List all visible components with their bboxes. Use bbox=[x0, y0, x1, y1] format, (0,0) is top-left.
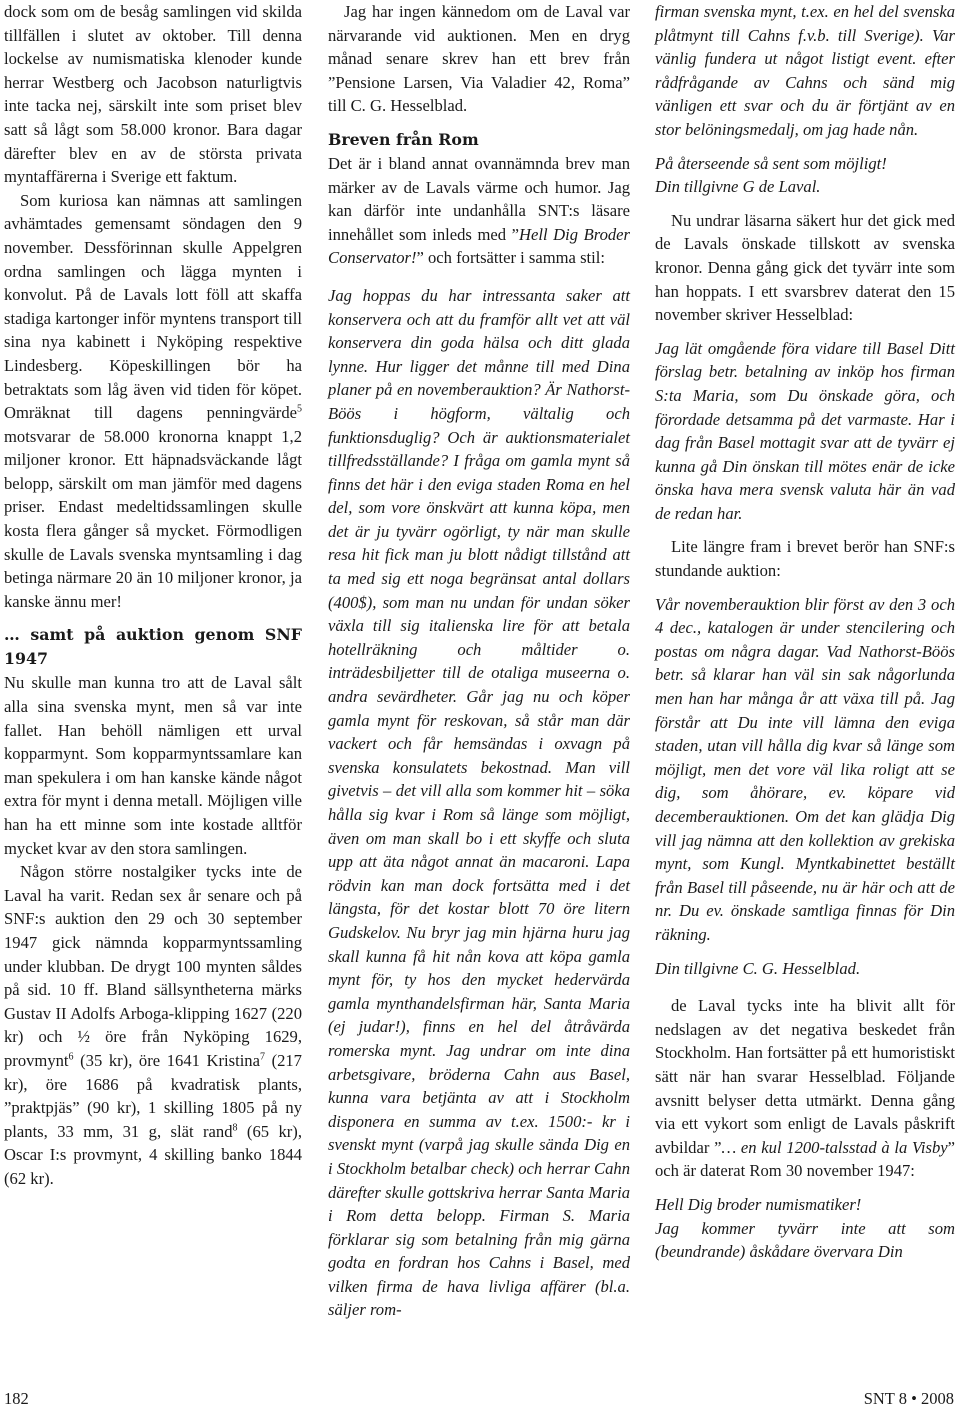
footnote-ref-5: 5 bbox=[297, 403, 302, 415]
journal-issue: SNT 8 • 2008 bbox=[863, 1389, 954, 1408]
letter-quote: Jag hoppas du har intressanta saker att konservera och att du framför allt vet att väl konservera din goda hälsa och ditt glada lynne. Hur ligger det månne till med Dina planer på en novemberauktion? Är Nathorst-Böös i högform, vältalig och funktionsduglig? Och är auktionsmaterialet tillfredsställande? I fråga om gamla mynt så finns det här i den eviga staden Roma en hel del, som vore önskvärt att kunna köpa, men det är ju tyvärr ogörligt, ty när man skulle resa hit fick man ju blott nådigt tillstånd att ta med sig ett noga begränsat antal dollars (400$), som man nu undan för undan söker växla till sig italienska lire för att betala hotellräkning och måltider o. inträdesbiljetter till de otaliga museerna o. andra sevärdheter. Går jag nu och köper gamla mynt för reskovan, så står man där vackert och får hemsändas i oxvagn på svenska konsulatets bekostnad. Man vill givetvis – det vill alla som kommer hit – söka hålla sig kvar i Rom så länge som möjligt, även om man skall bo i ett skyffe och sluta upp att äta något annat än macaroni. Lapa rödvin kan man dock fortsätta med i det längsta, för det kostar blott 70 öre litern Gudskelov. Nu bryr jag min hjärna huru jag skall kunna få hit nån kova att köpa gamla mynt för, ty hos den mycket hedervärda gamla mynthandelsfirman här, Santa Maria (ej judar!), finns en hel del åtråvärda romerska mynt. Jag undrar om inte dina arbetsgivare, bröderna Cahn aus Basel, kunna vara betjänta av att i Stockholm disponera en summa av t.ex. 1500:- kr i svenskt mynt (varpå jag skulle sända Dig en i Stockholm betalbar check) och herrar Cahn därefter skulle gottskriva herrar Santa Maria i Rom detta belopp. Firman S. Maria förklarar sig som betalning från mig gärna godta en fordran hos Cahns i Basel, med vilken firma de hava livliga affärer (bl.a. säljer rom- bbox=[328, 285, 630, 1320]
text-run: Det är i bland annat ovannämnda brev man märker av de Lavals värme och humor. Jag kan därför inte undanhålla SNT:s läsare innehållet som inleds med ” bbox=[328, 153, 630, 244]
text-run: de Laval tycks inte ha blivit allt för nedslagen av det negativa beskedet från Stockholm. Han fortsätter på ett humoristiskt sätt när han svarar Hesselblad. Följande avsnitt belyser detta utmärkt. Denna gång via ett vykort som enligt de Lavals påskrift avbildar ” bbox=[655, 996, 955, 1157]
article-column-3 bbox=[655, 0, 955, 1264]
footnote-ref-8: 8 bbox=[232, 1122, 238, 1134]
footnote-ref-7: 7 bbox=[259, 1051, 265, 1063]
letter-quote: firman svenska mynt, t.ex. en hel del svenska plåtmynt till Cahns f.v.b. till Sverige). Var vänlig fundera ut något listigt event. efter rådfrågande av Cahns och sänd mig vänligen ett svar och du är förtjänt av en stor belöningsmedalj, om jag hade nån. bbox=[655, 2, 955, 139]
text-run: Någon större nostalgiker tycks inte de Laval ha varit. Redan sex år senare och på SNF:s auktion den 29 och 30 september 1947 gick nämnda kopparmyntssamling under klubban. De drygt 100 mynten såldes på sid. 10 ff. Bland sällsyntheterna märks Gustav II Adolfs Arboga-klipping 1627 (220 kr) och ½ öre från Nyköping 1629, provmynt bbox=[4, 862, 302, 1070]
letter-signature: Din tillgivne G de Laval. bbox=[655, 177, 821, 197]
text-run: (65 kr), Oscar I:s provmynt, 4 skilling banko 1844 (62 kr). bbox=[4, 1121, 302, 1188]
text-run: Som kuriosa kan nämnas att samlingen avhämtades gemensamt söndagen den 9 november. Dessförinnan skulle Appelgren ordna samlingen och lägga mynten i konvolut. På de Lavals lott föll att skaffa stadiga kartonger inför myntens transport till sina nya kabinett i Nyköping respektive Lindesberg. Köpeskillingen bör ha betraktats som låg även vid tiden för köpet. Omräknat till dagens penningvärde bbox=[4, 190, 302, 423]
letter-signature: Din tillgivne C. G. Hesselblad. bbox=[655, 958, 861, 978]
text-run: (35 kr), öre 1641 Kristina bbox=[73, 1050, 260, 1070]
paragraph bbox=[328, 152, 630, 270]
text-run: (217 kr), öre 1686 på kvadratisk plants, ”praktpjäs” (90 kr), 1 skilling 1805 på ny plants, 33 mm, 31 g, slät rand bbox=[4, 1050, 302, 1141]
text-run: ” och fortsätter i samma stil: bbox=[416, 248, 605, 268]
article-column-2 bbox=[328, 0, 630, 1322]
paragraph: dock som om de besåg samlingen vid skilda tillfällen i slutet av oktober. Till denna lockelse av numismatiska klenoder kunde herrar Westberg och Jacobson naturligtvis inte tacka nej, särskilt inte som priset blev satt så lågt som 58.000 kronor. Bara dagar därefter blev en av de största privata myntaffärerna i Sverige ett faktum. bbox=[4, 2, 302, 187]
page-number: 182 bbox=[4, 1389, 29, 1408]
section-heading-auction-1947: … samt på auktion genom SNF 1947 bbox=[4, 625, 302, 669]
text-run: ” och är daterat Rom 30 november 1947: bbox=[655, 1137, 955, 1181]
postcard-greeting: Hell Dig broder numismatiker! bbox=[655, 1194, 862, 1214]
paragraph: Lite längre fram i brevet berör han SNF:s stundande auktion: bbox=[655, 537, 955, 581]
letter-quote: Vår novemberauktion blir först av den 3 och 4 dec., katalogen är under stencilering och postas om några dagar. Vad Nathorst-Böös betr. så klarar han väl sin sak någorlunda men han har många år att växa till på. Jag förstår att Du inte vill lämna den eviga staden, utan vill hålla dig kvar så länge som möjligt, men det vore väl lika roligt att se dig, som åhörare, ev. köpare vid decemberauktionen. Om det kan glädja Dig vill jag nämna att den kollektion av grekiska mynt, som Kungl. Myntkabinettet beställt från Basel till påseende, nu är här och att de nr. Du ev. önskade samtliga finnas för Din räkning. bbox=[655, 594, 955, 944]
paragraph: Jag har ingen kännedom om de Laval var närvarande vid auktionen. Men en dryg månad senare skrev han ett brev från ”Pensione Larsen, Via Valadier 42, Roma” till C. G. Hesselblad. bbox=[328, 2, 630, 116]
paragraph: Nu undrar läsarna säkert hur det gick med de Lavals önskade tillskott av svenska kronor. Denna gång gick det tyvärr inte som han hoppats. I ett svarsbrev daterat den 15 november skriver Hesselblad: bbox=[655, 210, 955, 325]
quoted-caption: … en kul 1200-talsstad à la Visby bbox=[721, 1137, 948, 1157]
quoted-greeting: Hell Dig Broder Conservator! bbox=[328, 224, 630, 268]
paragraph bbox=[655, 994, 955, 1183]
section-heading-letters-from-rome: Breven från Rom bbox=[328, 129, 479, 149]
letter-quote: Jag lät omgående föra vidare till Basel Ditt förslag betr. betalning av inköp hos firman S:ta Maria, som Du önskade göra, och förordade detsamma på det varmaste. Har i dag från Basel mottagit svar att de tyvärr ej kunna gå Din önskan till mötes enär de icke önska hava mera svensk valuta här än vad de redan har. bbox=[655, 338, 955, 523]
article-column-1 bbox=[4, 0, 302, 1191]
paragraph bbox=[4, 189, 302, 614]
footnote-ref-6: 6 bbox=[68, 1051, 74, 1063]
letter-quote: Jag kommer tyvärr inte att som (beundrande) åskådare övervara Din bbox=[655, 1218, 955, 1262]
paragraph bbox=[4, 860, 302, 1190]
letter-closing: På återseende så sent som möjligt! bbox=[655, 153, 887, 173]
paragraph: Nu skulle man kunna tro att de Laval sålt alla sina svenska mynt, men så var inte fallet. Han behöll nämligen ett urval kopparmynt. Som kopparmyntssamlare kan man spekulera i om han kanske kände något extra för mynt i denna metall. Möjligen ville han ha ett minne som inte kostade alltför mycket kvar av den stora samlingen. bbox=[4, 673, 302, 858]
text-run: motsvarar de 58.000 kronorna knappt 1,2 miljoner kronor. Ett häpnadsväckande lågt belopp, särskilt om man jämför med dagens priser. Endast medeltidssamlingen skulle kosta flera gånger så mycket. Förmodligen skulle de Lavals svenska myntsamling i dag betinga närmare 20 än 10 miljoner kronor, ja kanske ännu mer! bbox=[4, 426, 302, 611]
